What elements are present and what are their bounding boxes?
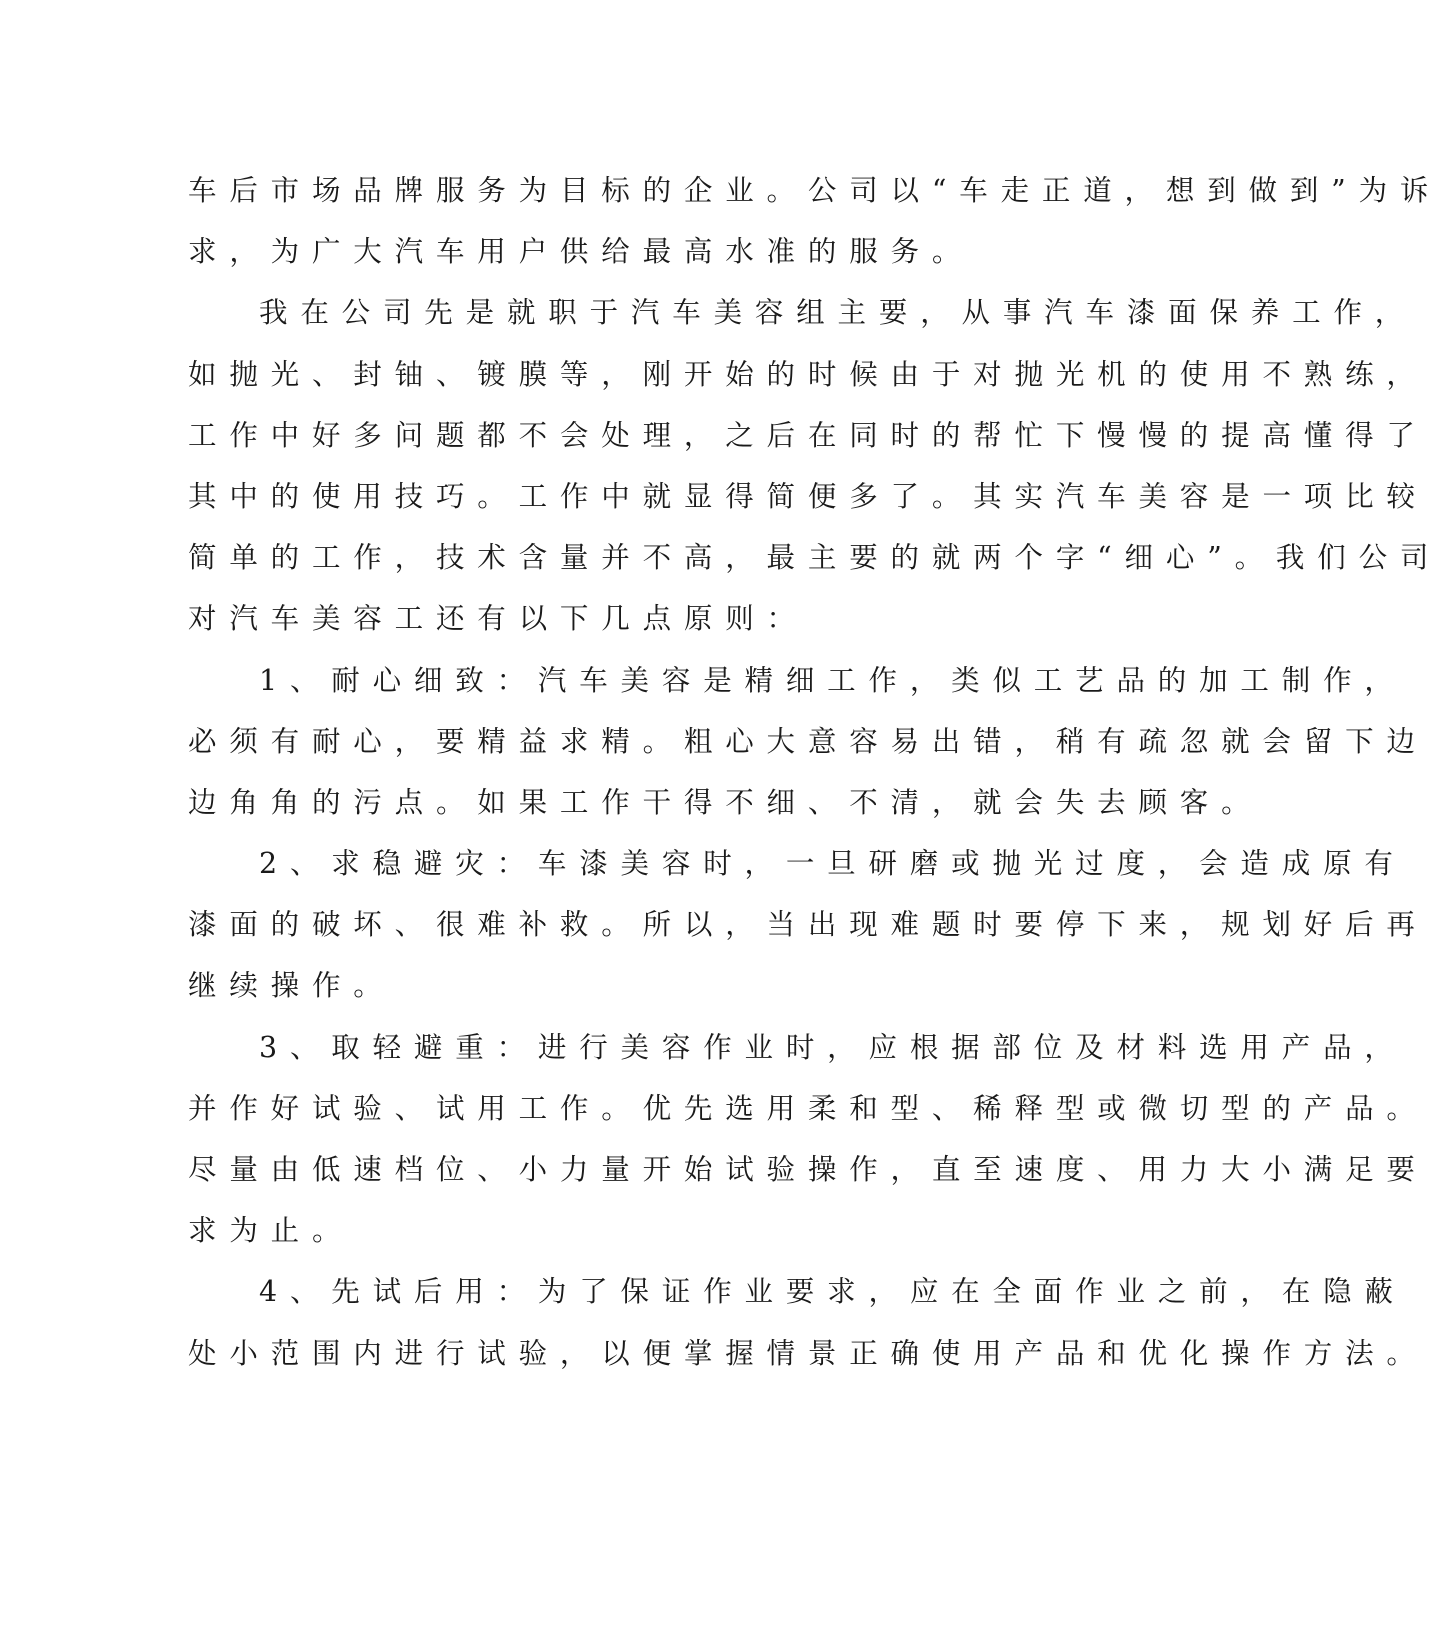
list-item-1-line: 1、耐心细致：汽车美容是精细工作，类似工艺品的加工制作， [259, 663, 1406, 697]
text-line: 简单的工作，技术含量并不高，最主要的就两个字“细心”。我们公司 [188, 541, 1441, 575]
text-line: 求为止。 [188, 1214, 354, 1248]
list-item-3-line: 3、取轻避重：进行美容作业时，应根据部位及材料选用产品， [259, 1030, 1406, 1064]
paragraph-start-line: 我在公司先是就职于汽车美容组主要，从事汽车漆面保养工作， [259, 296, 1417, 330]
text-line: 边角角的污点。如果工作干得不细、不清，就会失去顾客。 [188, 785, 1263, 819]
body-text [188, 160, 1441, 1384]
text-line: 求，为广大汽车用户供给最高水准的服务。 [188, 235, 974, 269]
text-line: 工作中好多问题都不会处理，之后在同时的帮忙下慢慢的提高懂得了 [188, 418, 1428, 452]
text-line: 必须有耐心，要精益求精。粗心大意容易出错，稍有疏忽就会留下边 [188, 724, 1428, 758]
text-line: 继续操作。 [188, 969, 395, 1003]
text-line: 其中的使用技巧。工作中就显得简便多了。其实汽车美容是一项比较 [188, 479, 1428, 513]
text-line: 处小范围内进行试验，以便掌握情景正确使用产品和优化操作方法。 [188, 1336, 1428, 1370]
text-line: 漆面的破坏、很难补救。所以，当出现难题时要停下来，规划好后再 [188, 908, 1428, 942]
text-line: 并作好试验、试用工作。优先选用柔和型、稀释型或微切型的产品。 [188, 1091, 1428, 1125]
text-line: 车后市场品牌服务为目标的企业。公司以“车走正道，想到做到”为诉 [188, 174, 1441, 207]
text-line: 对汽车美容工还有以下几点原则： [188, 602, 808, 636]
list-item-2-line: 2、求稳避灾：车漆美容时，一旦研磨或抛光过度，会造成原有 [259, 847, 1406, 881]
text-line: 如抛光、封铀、镀膜等，刚开始的时候由于对抛光机的使用不熟练， [188, 357, 1428, 391]
list-item-4-line: 4、先试后用：为了保证作业要求，应在全面作业之前，在隐蔽 [259, 1275, 1406, 1309]
text-line: 尽量由低速档位、小力量开始试验操作，直至速度、用力大小满足要 [188, 1153, 1428, 1186]
